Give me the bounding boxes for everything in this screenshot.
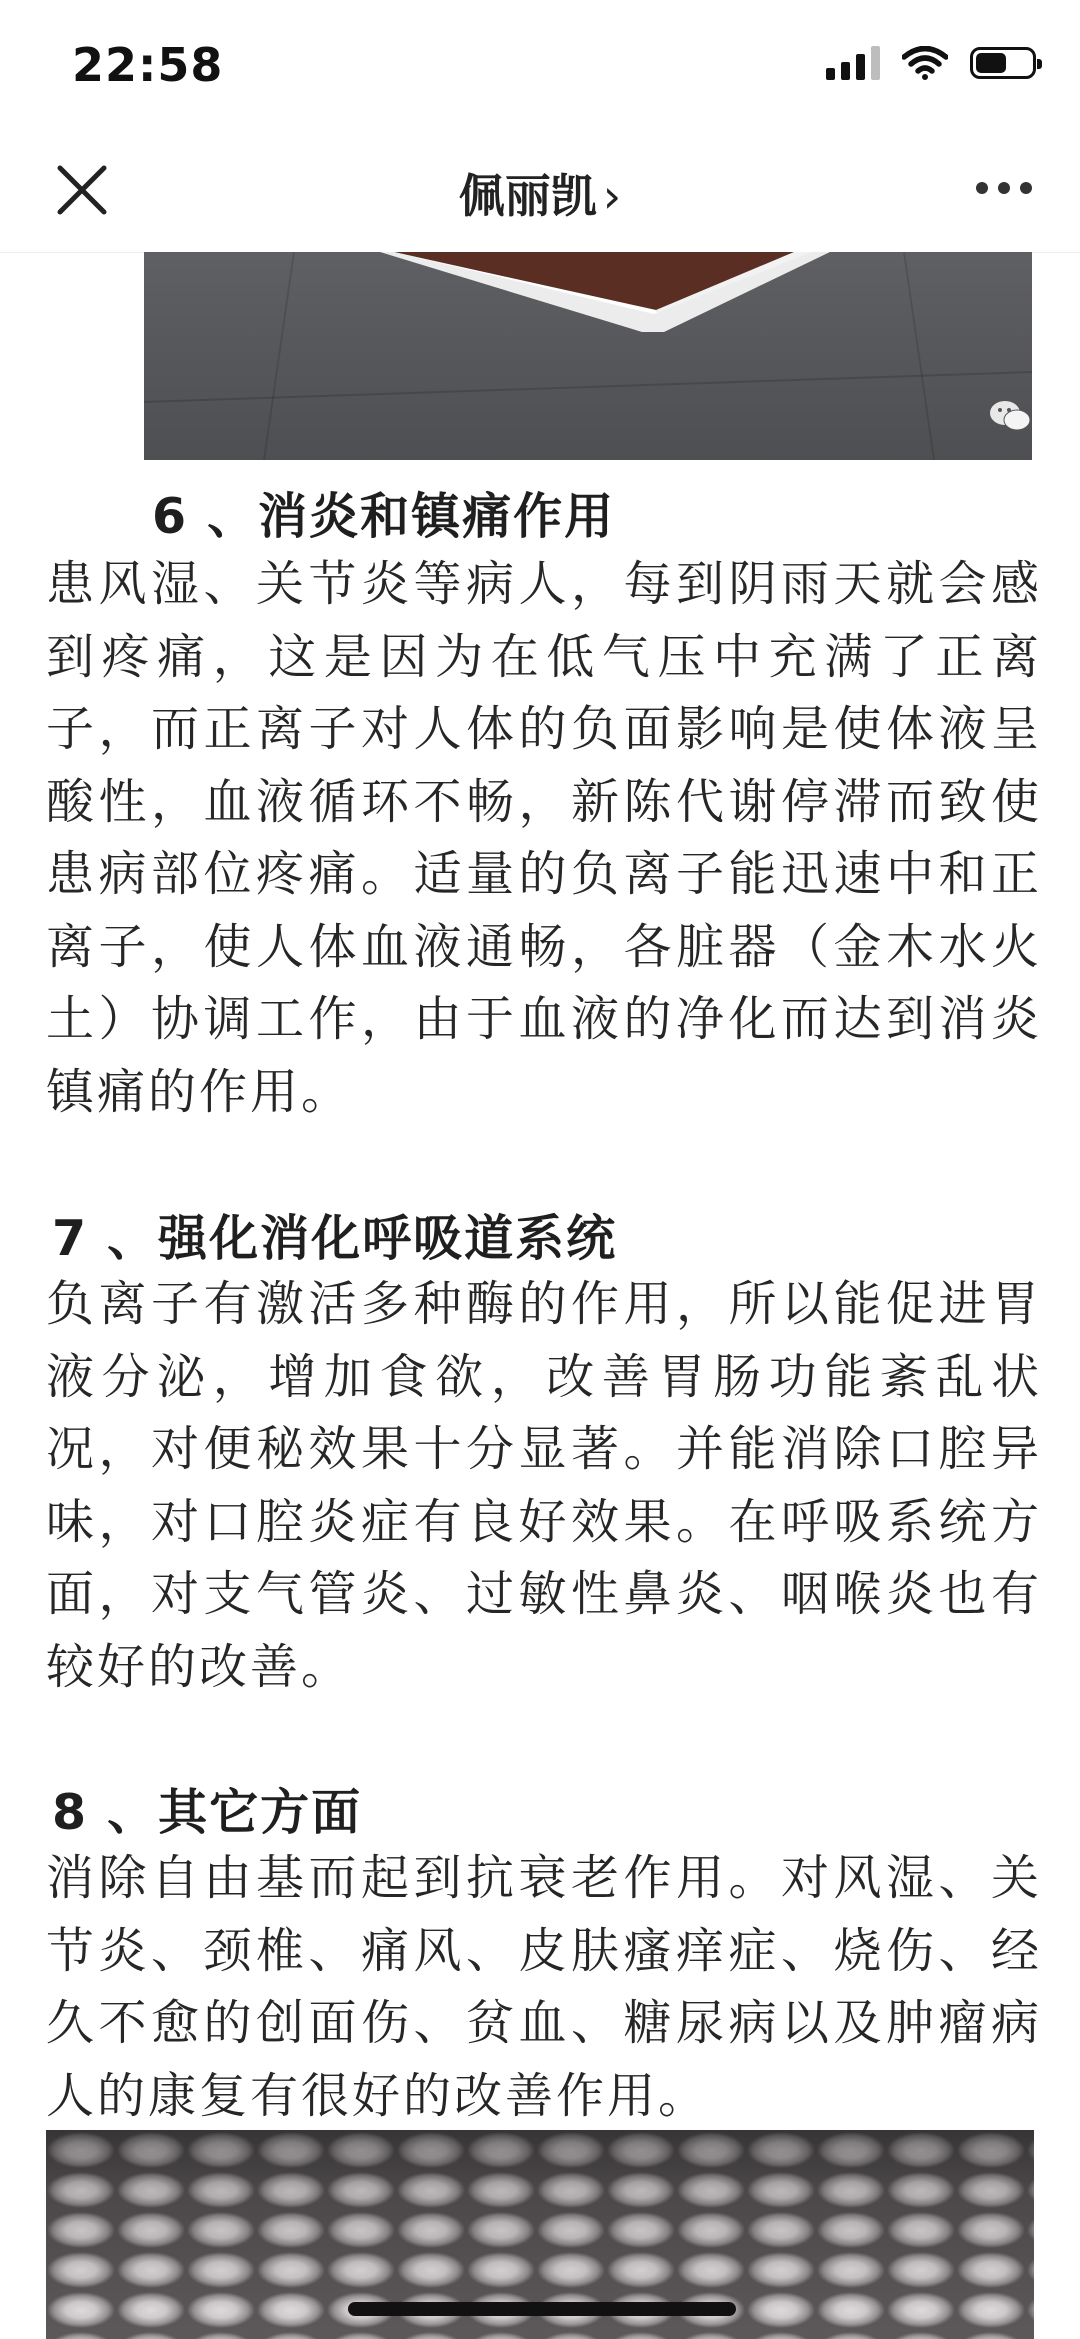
battery-level bbox=[976, 53, 1006, 73]
chevron-right-icon: › bbox=[602, 169, 622, 223]
section-title-7: 7 、强化消化呼吸道系统 bbox=[52, 1210, 618, 1267]
status-time: 22:58 bbox=[72, 38, 224, 92]
section-body-7: 负离子有激活多种酶的作用，所以能促进胃液分泌，增加食欲，改善胃肠功能紊乱状况，对便秘效果十分显著。并能消除口腔异味，对口腔炎症有良好效果。在呼吸系统方面，对支气管炎、过敏性鼻炎、咽喉炎也有较好的改善。 bbox=[46, 1276, 1042, 1695]
mat-edge-graphic bbox=[144, 252, 1032, 460]
section-title-8: 8 、其它方面 bbox=[52, 1784, 363, 1841]
more-icon[interactable] bbox=[976, 182, 1032, 194]
status-bar bbox=[0, 0, 1080, 130]
nav-bar bbox=[0, 130, 1080, 253]
cellular-signal-icon bbox=[826, 46, 880, 80]
battery-icon bbox=[970, 47, 1036, 79]
status-icons bbox=[826, 46, 1036, 80]
article-image-top bbox=[144, 252, 1032, 460]
section-title-6: 6 、消炎和镇痛作用 bbox=[152, 488, 616, 545]
wifi-icon bbox=[902, 46, 948, 80]
account-name: 佩丽凯 bbox=[458, 169, 597, 223]
section-body-8: 消除自由基而起到抗衰老作用。对风湿、关节炎、颈椎、痛风、皮肤瘙痒症、烧伤、经久不愈的创面伤、贫血、糖尿病以及肿瘤病人的康复有很好的改善作用。 bbox=[46, 1850, 1042, 2124]
home-indicator[interactable] bbox=[348, 2302, 736, 2316]
wechat-icon bbox=[988, 398, 1032, 434]
section-body-6: 患风湿、关节炎等病人，每到阴雨天就会感到疼痛，这是因为在低气压中充满了正离子，而正离子对人体的负面影响是使体液呈酸性，血液循环不畅，新陈代谢停滞而致使患病部位疼痛。适量的负离子能迅速中和正离子，使人体血液通畅，各脏器（金木水火土）协调工作，由于血液的净化而达到消炎镇痛的作用。 bbox=[46, 556, 1042, 1120]
account-title-link[interactable] bbox=[0, 160, 1080, 226]
